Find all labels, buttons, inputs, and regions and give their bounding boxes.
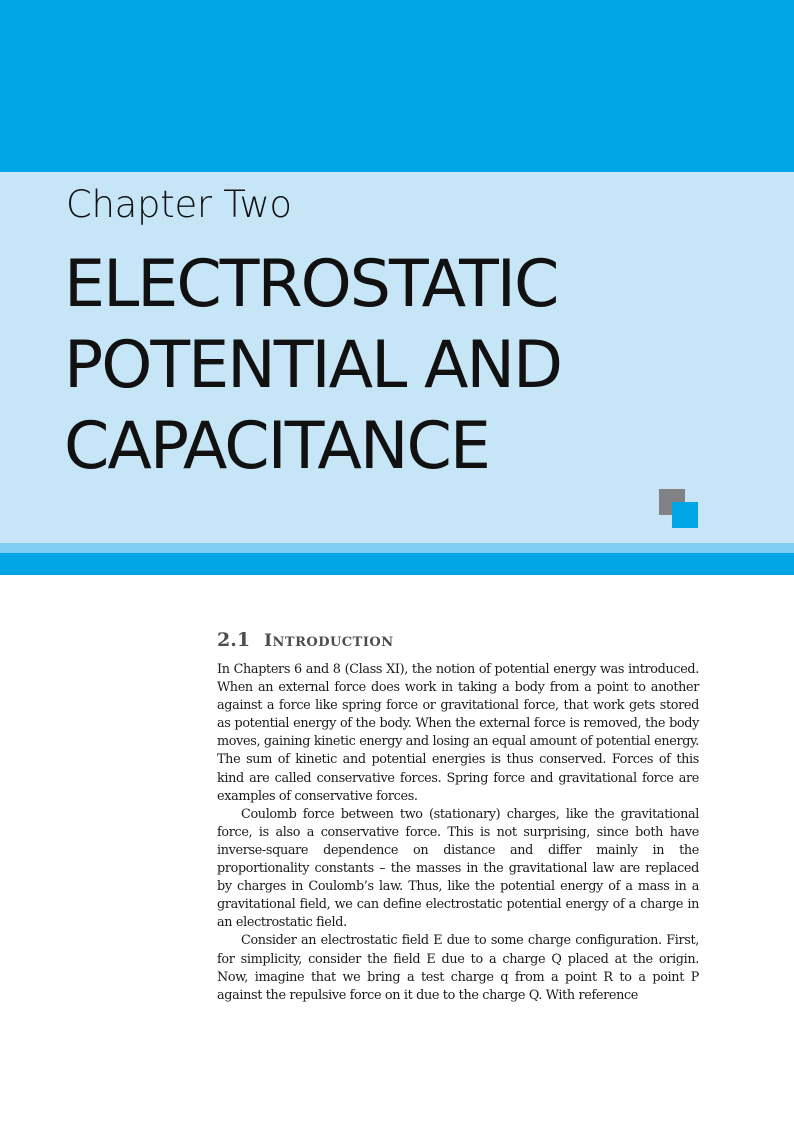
section-heading <box>217 629 394 651</box>
chapter-title <box>64 244 624 487</box>
header-stripe-mid <box>0 543 794 553</box>
header-band-top <box>0 0 794 172</box>
paragraph: In Chapters 6 and 8 (Class XI), the notion of potential energy was introduced. When an external force does work in taking a body from a point to another against a force like spring force or gravitational force, that work gets stored as potential energy of the body. When the external force is removed, the body moves, gaining kinetic energy and losing an equal amount of potential energy. The sum of kinetic and potential energies is thus conserved. Forces of this kind are called conservative forces. Spring force and gravitational force are examples of conservative forces. <box>217 662 699 804</box>
chapter-title-line: CAPACITANCE <box>64 409 489 484</box>
body-text <box>217 661 699 1005</box>
section-title <box>264 631 394 651</box>
section-title-rest: NTRODUCTION <box>272 635 394 650</box>
section-number: 2.1 <box>217 629 251 651</box>
header-stripe-bottom <box>0 553 794 575</box>
paragraph: Coulomb force between two (stationary) charges, like the gravitational force, is also a conservative force. This is not surprising, since both have inverse-square dependence on distance and differ mainly in the proportionality constants – the masses in the gravitational law are replaced by charges in Coulomb’s law. Thus, like the potential energy of a mass in a gravitational field, we can define electrostatic potential energy of a charge in an electrostatic field. <box>217 806 699 931</box>
section-title-initial: I <box>264 631 273 651</box>
chapter-label: Chapter Two <box>66 183 292 226</box>
paragraph: Consider an electrostatic field E due to some charge configuration. First, for simplicity, consider the field E due to a charge Q placed at the origin. Now, imagine that we bring a test charge q from a point R to a point P against the repulsive force on it due to the charge Q. With reference <box>217 933 699 1003</box>
chapter-title-line: ELECTROSTATIC <box>64 247 558 322</box>
chapter-title-line: POTENTIAL AND <box>64 328 562 403</box>
decorative-square-blue <box>672 502 698 528</box>
